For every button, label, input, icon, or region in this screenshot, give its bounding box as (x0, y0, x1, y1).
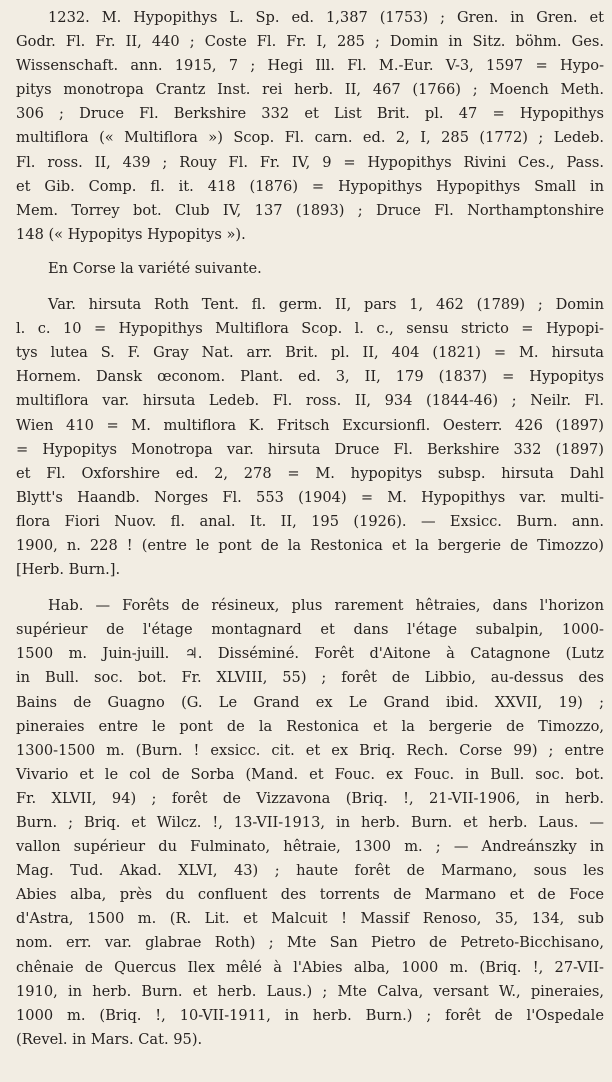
text-line: Burn. ; Briq. et Wilcz. !, 13-VII-1913, in herb. Burn. et herb. Laus. — (16, 814, 604, 831)
text-line: 306 ; Druce Fl. Berkshire 332 et List Brit. pl. 47 = Hypopithys (16, 105, 604, 123)
text-line: 1000 m. (Briq. !, 10-VII-1911, in herb. Burn.) ; forêt de l'Ospedale (16, 1006, 604, 1024)
text-line: 1910, in herb. Burn. et herb. Laus.) ; Mte Calva, versant W., pineraies, (16, 982, 604, 1000)
text-line: [Herb. Burn.]. (16, 561, 121, 579)
text-line: Vivario et le col de Sorba (Mand. et Fouc. ex Fouc. in Bull. soc. bot. (16, 765, 604, 783)
text-line: 1232. M. Hypopithys L. Sp. ed. 1,387 (1753) ; Gren. in Gren. et (48, 9, 604, 26)
text-line: Blytt's Haandb. Norges Fl. 553 (1904) = M. Hypopithys var. multi- (16, 488, 604, 506)
text-line: 148 (« Hypopitys Hypopitys »). (16, 225, 246, 243)
text-line: multiflora var. hirsuta Ledeb. Fl. ross. II, 934 (1844-46) ; Neilr. Fl. (16, 392, 604, 410)
text-line: vallon supérieur du Fulminato, hêtraie, 1300 m. ; — Andreánszky in (16, 838, 604, 856)
variety-intro-paragraph (16, 257, 604, 281)
text-line: (Revel. in Mars. Cat. 95). (16, 1030, 203, 1048)
text-line: En Corse la variété suivante. (48, 259, 262, 277)
var-hirsuta-paragraph (16, 293, 604, 582)
text-line: Godr. Fl. Fr. II, 440 ; Coste Fl. Fr. I, 285 ; Domin in Sitz. böhm. Ges. (16, 33, 604, 51)
text-line: Wien 410 = M. multiflora K. Fritsch Excursionfl. Oesterr. 426 (1897) (16, 416, 604, 434)
text-line: Fr. XLVII, 94) ; forêt de Vizzavona (Briq. !, 21-VII-1906, in herb. (16, 789, 604, 807)
text-line: 1900, n. 228 ! (entre le pont de la Restonica et la bergerie de Timozzo) (16, 536, 604, 554)
text-line: flora Fiori Nuov. fl. anal. It. II, 195 (1926). — Exsicc. Burn. ann. (16, 512, 604, 530)
text-line: in Bull. soc. bot. Fr. XLVIII, 55) ; forêt de Libbio, au-dessus des (16, 669, 604, 687)
text-line: = Hypopitys Monotropa var. hirsuta Druce Fl. Berkshire 332 (1897) (16, 440, 604, 458)
text-line: tys lutea S. F. Gray Nat. arr. Brit. pl. II, 404 (1821) = M. hirsuta (16, 344, 604, 362)
text-line: 1300-1500 m. (Burn. ! exsicc. cit. et ex Briq. Rech. Corse 99) ; entre (16, 741, 604, 759)
text-line: multiflora (« Multiflora ») Scop. Fl. carn. ed. 2, I, 285 (1772) ; Ledeb. (16, 129, 604, 147)
text-line: Wissenschaft. ann. 1915, 7 ; Hegi Ill. Fl. M.-Eur. V-3, 1597 = Hypo- (16, 57, 604, 75)
text-line: Hornem. Dansk œconom. Plant. ed. 3, II, 179 (1837) = Hypopitys (16, 368, 604, 386)
text-line: supérieur de l'étage montagnard et dans l'étage subalpin, 1000- (16, 621, 604, 639)
text-line: Var. hirsuta Roth Tent. fl. germ. II, pars 1, 462 (1789) ; Domin (48, 296, 604, 314)
text-line: pineraies entre le pont de la Restonica et la bergerie de Timozzo, (16, 717, 604, 735)
text-line: pitys monotropa Crantz Inst. rei herb. II, 467 (1766) ; Moench Meth. (16, 81, 604, 99)
text-line: d'Astra, 1500 m. (R. Lit. et Malcuit ! Massif Renoso, 35, 134, sub (16, 910, 604, 928)
text-line: Fl. ross. II, 439 ; Rouy Fl. Fr. IV, 9 = Hypopithys Rivini Ces., Pass. (16, 153, 604, 171)
species-entry-paragraph (16, 6, 604, 247)
text-line: Mag. Tud. Akad. XLVI, 43) ; haute forêt de Marmano, sous les (16, 862, 604, 880)
text-line: Mem. Torrey bot. Club IV, 137 (1893) ; Druce Fl. Northamptonshire (16, 201, 604, 219)
text-line: nom. err. var. glabrae Roth) ; Mte San Pietro de Petreto-Bicchisano, (16, 934, 604, 952)
habitat-paragraph (16, 594, 604, 1052)
text-line: et Gib. Comp. fl. it. 418 (1876) = Hypopithys Hypopithys Small in (16, 177, 604, 195)
text-line: Hab. — Forêts de résineux, plus rarement hêtraies, dans l'horizon (48, 597, 604, 615)
text-line: Abies alba, près du confluent des torrents de Marmano et de Foce (16, 886, 604, 904)
text-line: et Fl. Oxforshire ed. 2, 278 = M. hypopitys subsp. hirsuta Dahl (16, 464, 604, 482)
text-line: 1500 m. Juin-juill. ♃. Disséminé. Forêt d'Aitone à Catagnone (Lutz (16, 645, 604, 663)
text-line: chênaie de Quercus Ilex mêlé à l'Abies alba, 1000 m. (Briq. !, 27-VII- (16, 958, 604, 976)
text-line: l. c. 10 = Hypopithys Multiflora Scop. l. c., sensu stricto = Hypopi- (16, 320, 604, 338)
text-line: Bains de Guagno (G. Le Grand ex Le Grand ibid. XXVII, 19) ; (16, 693, 604, 711)
